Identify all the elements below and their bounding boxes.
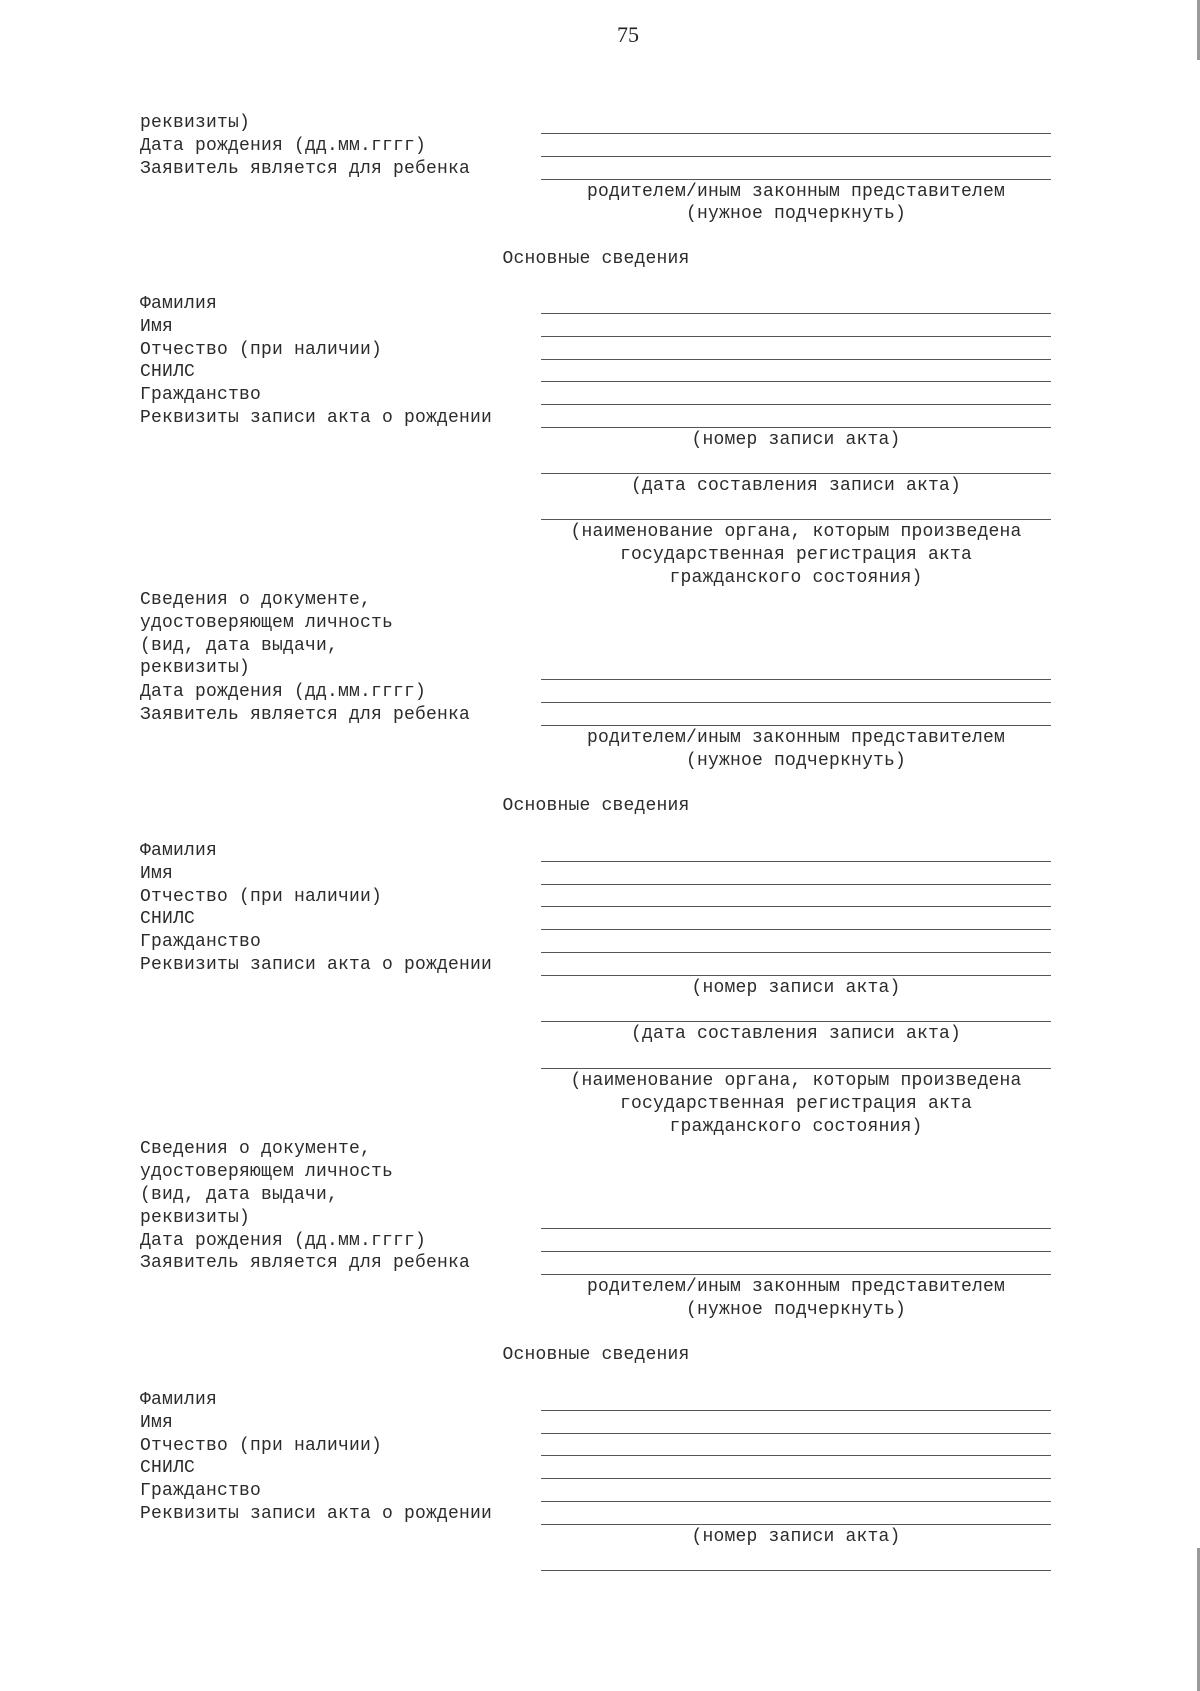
input-line[interactable] bbox=[541, 861, 1051, 862]
input-line[interactable] bbox=[541, 679, 1051, 680]
field-label-applicant: Заявитель является для ребенка bbox=[140, 1253, 471, 1273]
input-line[interactable] bbox=[541, 906, 1051, 907]
input-line[interactable] bbox=[541, 884, 1051, 885]
field-label-id-document: Сведения о документе, bbox=[140, 1139, 372, 1159]
field-label-id-document: (вид, дата выдачи, bbox=[140, 1185, 339, 1205]
input-line[interactable] bbox=[541, 359, 1051, 360]
input-line[interactable] bbox=[541, 156, 1051, 157]
field-label-name: Имя bbox=[140, 1413, 174, 1433]
field-label-snils: СНИЛС bbox=[140, 362, 196, 382]
field-label-citizenship: Гражданство bbox=[140, 1481, 262, 1501]
field-label-patronymic: Отчество (при наличии) bbox=[140, 1436, 383, 1456]
input-line[interactable] bbox=[541, 427, 1051, 428]
intro-line: Заявитель является для ребенка bbox=[140, 159, 471, 179]
field-hint: гражданского состояния) bbox=[669, 568, 923, 588]
field-label-birth-record: Реквизиты записи акта о рождении bbox=[140, 955, 493, 975]
applicant-role-options[interactable]: родителем/иным законным представителем bbox=[586, 182, 1006, 202]
input-line[interactable] bbox=[541, 313, 1051, 314]
field-label-id-document: реквизиты) bbox=[140, 658, 251, 678]
field-label-patronymic: Отчество (при наличии) bbox=[140, 887, 383, 907]
input-line[interactable] bbox=[541, 1478, 1051, 1479]
input-line[interactable] bbox=[541, 1570, 1051, 1571]
field-hint: (наименование органа, которым произведена bbox=[570, 1071, 1022, 1091]
section-heading: Основные сведения bbox=[502, 1345, 690, 1365]
field-hint: (дата составления записи акта) bbox=[630, 1024, 962, 1044]
input-line[interactable] bbox=[541, 179, 1051, 180]
section-heading: Основные сведения bbox=[502, 249, 690, 269]
field-hint: (нужное подчеркнуть) bbox=[685, 751, 907, 771]
field-label-id-document: Сведения о документе, bbox=[140, 590, 372, 610]
input-line[interactable] bbox=[541, 1433, 1051, 1434]
input-line[interactable] bbox=[541, 1524, 1051, 1525]
field-hint: (нужное подчеркнуть) bbox=[685, 1300, 907, 1320]
field-label-name: Имя bbox=[140, 864, 174, 884]
input-line[interactable] bbox=[541, 725, 1051, 726]
input-line[interactable] bbox=[541, 1274, 1051, 1275]
section-heading: Основные сведения bbox=[502, 796, 690, 816]
field-hint: (дата составления записи акта) bbox=[630, 476, 962, 496]
input-line[interactable] bbox=[541, 133, 1051, 134]
input-line[interactable] bbox=[541, 929, 1051, 930]
input-line[interactable] bbox=[541, 1251, 1051, 1252]
field-label-citizenship: Гражданство bbox=[140, 385, 262, 405]
field-label-citizenship: Гражданство bbox=[140, 932, 262, 952]
field-hint: (нужное подчеркнуть) bbox=[685, 204, 907, 224]
input-line[interactable] bbox=[541, 952, 1051, 953]
input-line[interactable] bbox=[541, 702, 1051, 703]
input-line[interactable] bbox=[541, 336, 1051, 337]
field-label-id-document: удостоверяющем личность bbox=[140, 1162, 394, 1182]
field-hint: гражданского состояния) bbox=[669, 1117, 923, 1137]
input-line[interactable] bbox=[541, 1021, 1051, 1022]
field-label-snils: СНИЛС bbox=[140, 1458, 196, 1478]
field-label-birth-record: Реквизиты записи акта о рождении bbox=[140, 1504, 493, 1524]
field-hint: (номер записи акта) bbox=[691, 1527, 901, 1547]
field-label-id-document: удостоверяющем личность bbox=[140, 613, 394, 633]
field-label-name: Имя bbox=[140, 317, 174, 337]
field-label-surname: Фамилия bbox=[140, 1390, 218, 1410]
field-label-patronymic: Отчество (при наличии) bbox=[140, 340, 383, 360]
input-line[interactable] bbox=[541, 1501, 1051, 1502]
input-line[interactable] bbox=[541, 1410, 1051, 1411]
field-label-id-document: (вид, дата выдачи, bbox=[140, 636, 339, 656]
field-label-surname: Фамилия bbox=[140, 841, 218, 861]
intro-line: реквизиты) bbox=[140, 113, 251, 133]
input-line[interactable] bbox=[541, 404, 1051, 405]
field-hint: (наименование органа, которым произведена bbox=[570, 522, 1022, 542]
field-label-birth-record: Реквизиты записи акта о рождении bbox=[140, 408, 493, 428]
input-line[interactable] bbox=[541, 1068, 1051, 1069]
input-line[interactable] bbox=[541, 473, 1051, 474]
intro-line: Дата рождения (дд.мм.гггг) bbox=[140, 136, 427, 156]
input-line[interactable] bbox=[541, 1455, 1051, 1456]
field-label-snils: СНИЛС bbox=[140, 909, 196, 929]
field-label-surname: Фамилия bbox=[140, 294, 218, 314]
field-label-birth-date: Дата рождения (дд.мм.гггг) bbox=[140, 1231, 427, 1251]
field-hint: государственная регистрация акта bbox=[619, 1094, 973, 1114]
applicant-role-options[interactable]: родителем/иным законным представителем bbox=[586, 728, 1006, 748]
field-label-birth-date: Дата рождения (дд.мм.гггг) bbox=[140, 682, 427, 702]
input-line[interactable] bbox=[541, 975, 1051, 976]
input-line[interactable] bbox=[541, 381, 1051, 382]
field-hint: (номер записи акта) bbox=[691, 978, 901, 998]
input-line[interactable] bbox=[541, 1228, 1051, 1229]
field-label-id-document: реквизиты) bbox=[140, 1208, 251, 1228]
input-line[interactable] bbox=[541, 519, 1051, 520]
field-hint: государственная регистрация акта bbox=[619, 545, 973, 565]
field-hint: (номер записи акта) bbox=[691, 430, 901, 450]
page-number: 75 bbox=[617, 22, 639, 47]
applicant-role-options[interactable]: родителем/иным законным представителем bbox=[586, 1277, 1006, 1297]
field-label-applicant: Заявитель является для ребенка bbox=[140, 705, 471, 725]
